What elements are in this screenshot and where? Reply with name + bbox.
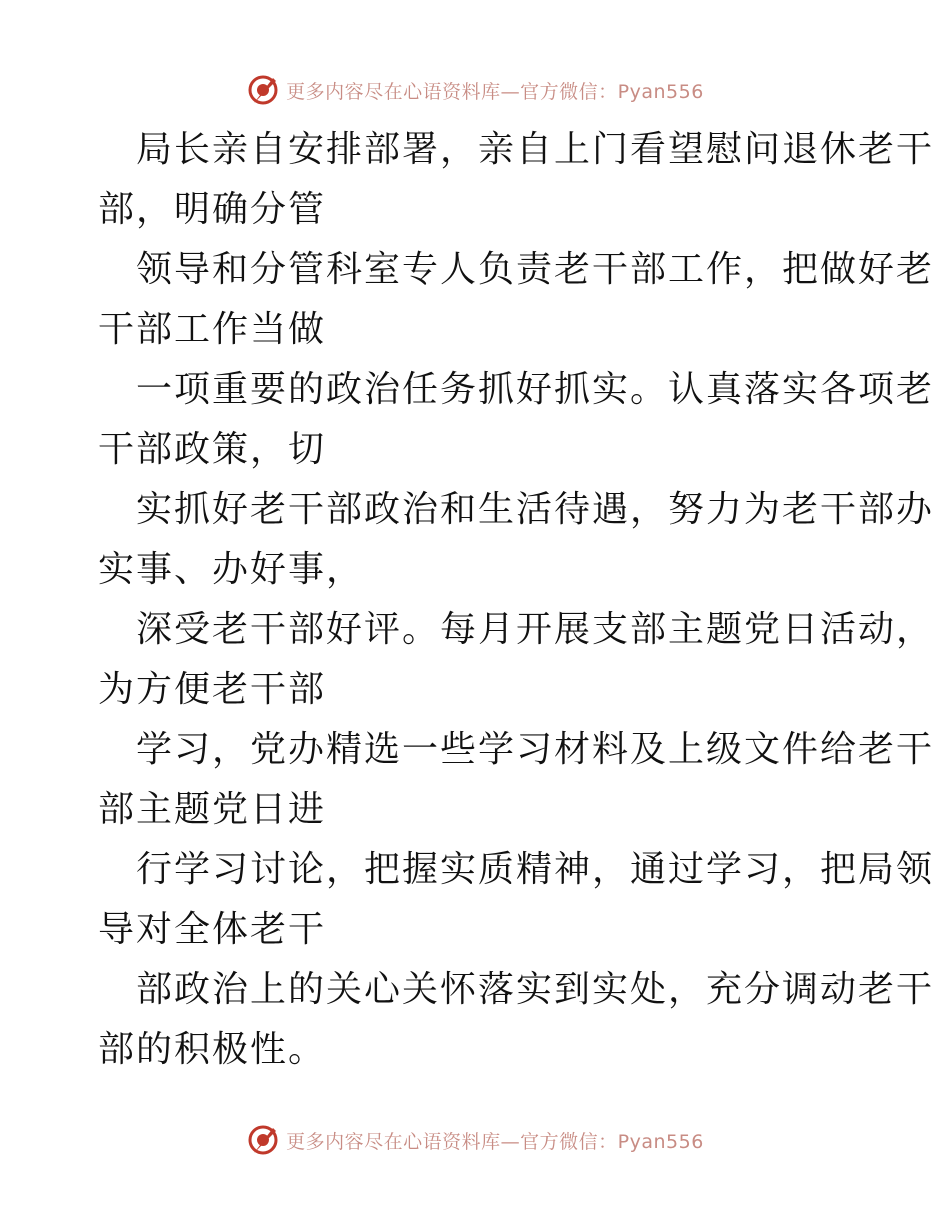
watermark-text: 更多内容尽在心语资料库—官方微信：Pyan556 [286, 80, 704, 103]
watermark-id: Pyan556 [617, 1130, 704, 1153]
watermark-id: Pyan556 [617, 80, 704, 103]
text-line: 部政治上的关心关怀落实到实处，充分调动老干 [136, 969, 935, 1010]
text-line: 部，明确分管 [98, 189, 327, 230]
text-line: 行学习讨论，把握实质精神，通过学习，把局领 [136, 849, 935, 890]
text-line: 干部政策，切 [98, 429, 327, 470]
text-line: 局长亲自安排部署，亲自上门看望慰问退休老干 [136, 129, 935, 170]
text-line: 导对全体老干 [98, 909, 327, 950]
text-line: 学习，党办精选一些学习材料及上级文件给老干 [136, 729, 935, 770]
text-line: 一项重要的政治任务抓好抓实。认真落实各项老 [136, 369, 935, 410]
footer-watermark [0, 1120, 950, 1160]
document-body [98, 120, 935, 1080]
text-line: 实抓好老干部政治和生活待遇，努力为老干部办 [136, 489, 935, 530]
watermark-text: 更多内容尽在心语资料库—官方微信：Pyan556 [286, 1130, 704, 1153]
header-watermark [0, 70, 950, 110]
quill-logo-icon [246, 1123, 280, 1157]
quill-logo-icon [246, 73, 280, 107]
text-line: 干部工作当做 [98, 309, 327, 350]
text-line: 领导和分管科室专人负责老干部工作，把做好老 [136, 249, 935, 290]
text-line: 部主题党日进 [98, 789, 327, 830]
text-line: 为方便老干部 [98, 669, 327, 710]
text-line: 深受老干部好评。每月开展支部主题党日活动， [136, 609, 935, 650]
text-line: 实事、办好事， [98, 549, 365, 590]
text-line: 部的积极性。 [98, 1029, 327, 1070]
